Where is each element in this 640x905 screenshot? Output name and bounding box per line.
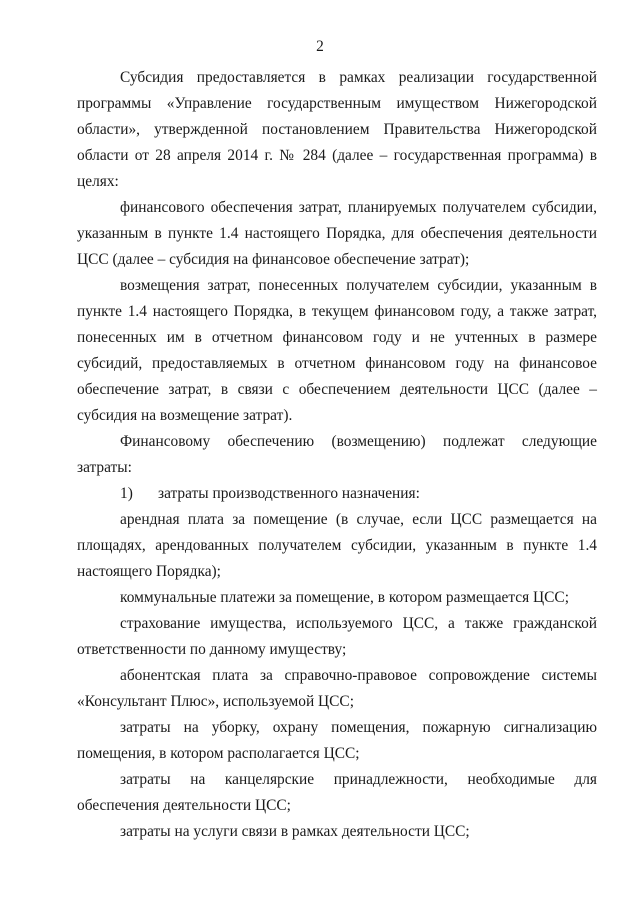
- page-number: 2: [316, 38, 324, 55]
- list-item-insurance: страхование имущества, используемого ЦСС, а также гражданской ответственности по данному имуществу;: [77, 615, 597, 658]
- list-item-rent: арендная плата за помещение (в случае, если ЦСС размещается на площадях, арендованных получателем субсидии, указанным в пункте 1.4 настоящего Порядка);: [77, 511, 597, 580]
- list-item-stationery: затраты на канцелярские принадлежности, необходимые для обеспечения деятельности ЦСС;: [77, 771, 597, 814]
- item-text: затраты производственного назначения:: [158, 485, 420, 502]
- list-item-communications: затраты на услуги связи в рамках деятельности ЦСС;: [120, 823, 470, 840]
- list-item-utilities: коммунальные платежи за помещение, в котором размещается ЦСС;: [120, 589, 569, 606]
- list-item-cleaning-security: затраты на уборку, охрану помещения, пожарную сигнализацию помещения, в котором располагается ЦСС;: [77, 719, 597, 762]
- item-number: 1): [120, 485, 133, 502]
- document-body: [77, 65, 597, 845]
- paragraph-costs-intro: Финансовому обеспечению (возмещению) подлежат следующие затраты:: [77, 433, 597, 476]
- paragraph-subsidy-purpose: Субсидия предоставляется в рамках реализации государственной программы «Управление государственным имуществом Нижегородской области», утвержденной постановлением Правительства Нижегородской области от 28 апреля 2014 г. № 284 (далее – государственная программа) в целях:: [77, 69, 597, 190]
- paragraph-reimbursement: возмещения затрат, понесенных получателем субсидии, указанным в пункте 1.4 настоящего Порядка, в текущем финансовом году, а также затрат, понесенных им в отчетном финансовом году и не учтенных в размере субсидий, предоставляемых в отчетном финансовом году на финансовое обеспечение затрат, в связи с обеспечением деятельности ЦСС (далее – субсидия на возмещение затрат).: [77, 277, 597, 424]
- numbered-item-1: [77, 481, 597, 507]
- list-item-consultant-plus: абонентская плата за справочно-правовое сопровождение системы «Консультант Плюс», используемой ЦСС;: [77, 667, 597, 710]
- paragraph-financial-support: финансового обеспечения затрат, планируемых получателем субсидии, указанным в пункте 1.4 настоящего Порядка, для обеспечения деятельности ЦСС (далее – субсидия на финансовое обеспечение затрат);: [77, 199, 597, 268]
